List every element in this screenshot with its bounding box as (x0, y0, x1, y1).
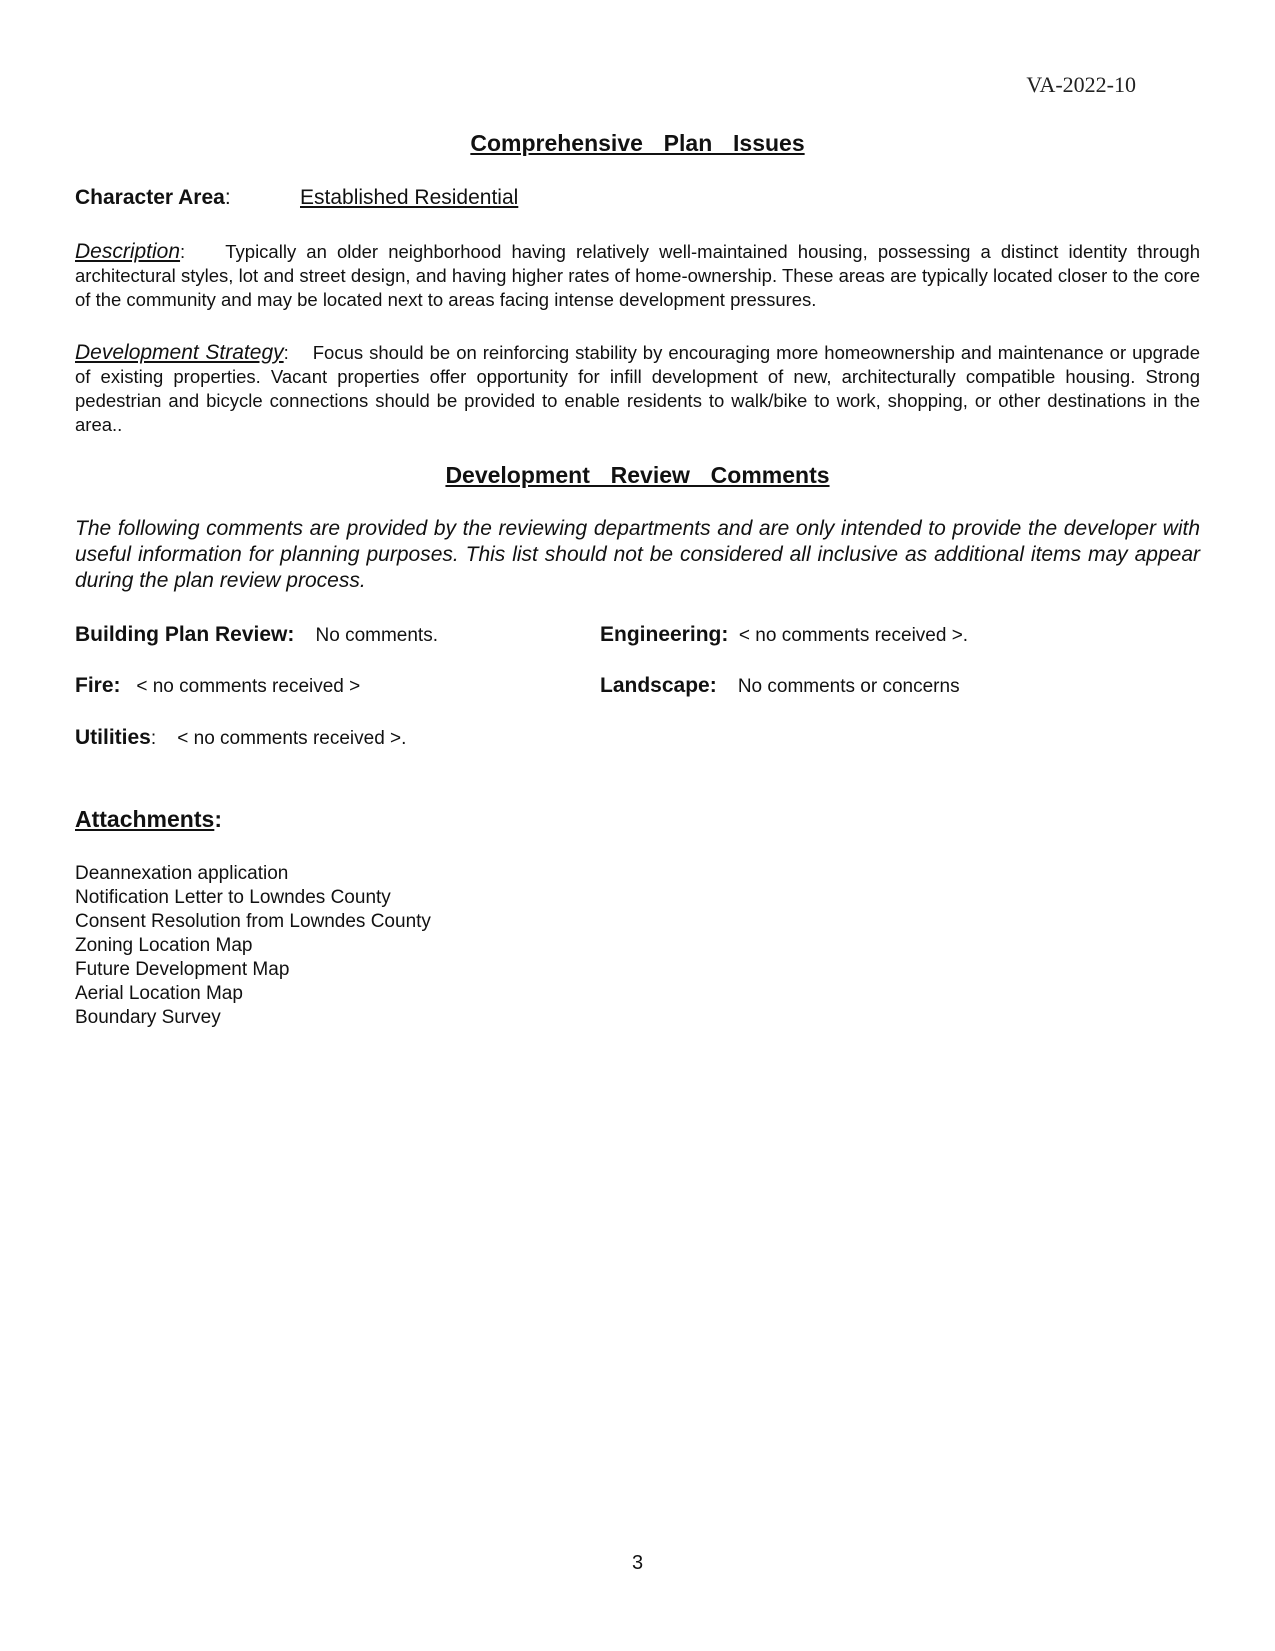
attachment-item: Aerial Location Map (75, 983, 243, 1004)
document-id: VA-2022-10 (1026, 72, 1136, 97)
landscape-value: No comments or concerns (737, 676, 960, 697)
page-number: 3 (631, 1552, 644, 1574)
engineering-label: Engineering: (600, 623, 729, 646)
review-intro-paragraph: The following comments are provided by the reviewing departments and are only intended to provide the developer with useful information for planning purposes. This list should not be considered all inclusive as additional items may appear during the plan review process. (75, 517, 1200, 592)
description-text: Typically an older neighborhood having relatively well-maintained housing, possessing a distinct identity through architectural styles, lot and street design, and having higher rates of home-ownership. These areas are typically located closer to the core of the community and may be located next to areas facing intense development pressures. (75, 241, 1200, 310)
attachment-item: Consent Resolution from Lowndes County (75, 911, 431, 932)
utilities-comment: Utilities: < no comments received >. (75, 726, 407, 749)
attachment-item: Boundary Survey (75, 1007, 221, 1028)
attachments-title: Attachments (75, 806, 215, 832)
development-strategy-text: Focus should be on reinforcing stability by encouraging more homeownership and maintenance or upgrade of existing properties. Vacant properties offer opportunity for infill development of new, architecturally compatible housing. Strong pedestrian and bicycle connections should be provided to enable residents to walk/bike to work, shopping, or other destinations in the area.. (75, 342, 1201, 435)
attachment-item: Deannexation application (75, 863, 289, 884)
building-plan-review-value: No comments. (315, 625, 438, 646)
landscape-comment (600, 674, 960, 698)
engineering-comment (600, 623, 968, 647)
building-plan-review-label: Building Plan Review: (75, 623, 295, 646)
attachment-item: Future Development Map (75, 959, 290, 980)
description-label: Description (75, 240, 181, 263)
comprehensive-plan-heading: Comprehensive Plan Issues (470, 130, 805, 156)
engineering-value: < no comments received >. (738, 625, 969, 646)
attachment-item: Zoning Location Map (75, 935, 253, 956)
description-paragraph: Description: Typically an older neighborhood having relatively well-maintained housing, possessing a distinct identity through architectural styles, lot and street design, and having higher rates of home-ownership. These areas are typically located closer to the core of the community and may be located next to areas facing intense development pressures. (75, 240, 1200, 310)
character-area-row: Character Area: Established Residential (75, 186, 519, 209)
development-strategy-paragraph: Development Strategy: Focus should be on reinforcing stability by encouraging more homeownership and maintenance or upgrade of existing properties. Vacant properties offer opportunity for infill development of new, architecturally compatible housing. Strong pedestrian and bicycle connections should be provided to enable residents to walk/bike to work, shopping, or other destinations in the area.. (75, 341, 1201, 435)
building-plan-review-comment (75, 623, 438, 647)
character-area-value: Established Residential (300, 186, 519, 209)
utilities-value: < no comments received >. (177, 728, 407, 749)
development-review-heading: Development Review Comments (445, 462, 830, 488)
fire-label: Fire: (75, 674, 121, 697)
fire-comment (75, 674, 360, 698)
attachment-item: Notification Letter to Lowndes County (75, 887, 391, 908)
attachments-heading: Attachments: (75, 806, 222, 832)
development-strategy-label: Development Strategy (75, 341, 284, 364)
utilities-label: Utilities (75, 726, 151, 749)
character-area-label: Character Area (75, 186, 225, 209)
attachments-list (75, 862, 431, 1030)
landscape-label: Landscape: (600, 674, 717, 697)
fire-value: < no comments received > (136, 676, 361, 697)
